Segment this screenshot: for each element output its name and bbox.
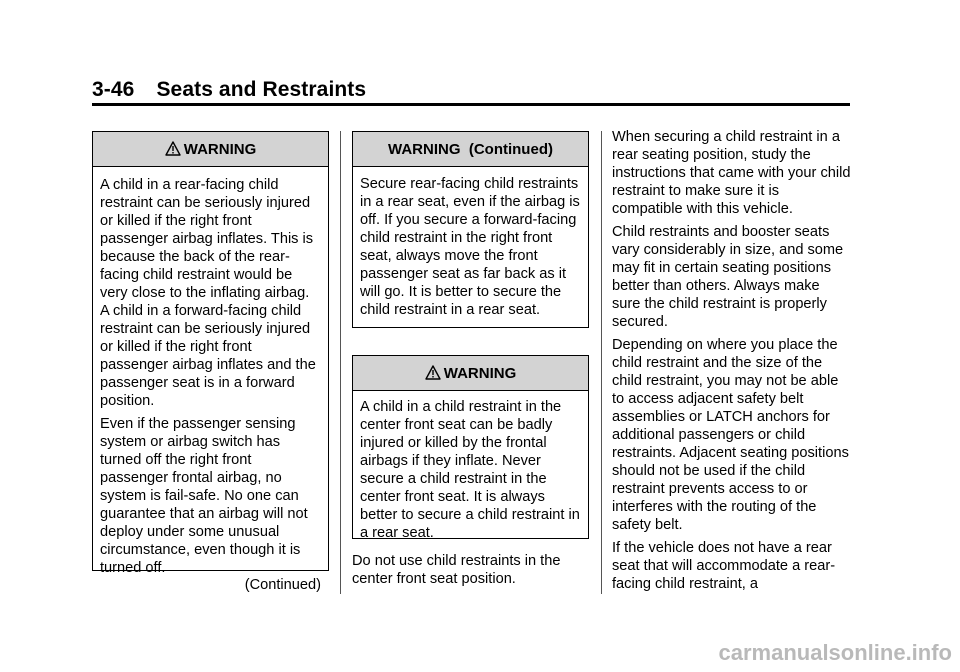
warning-triangle-icon: [165, 141, 181, 156]
right-paragraph-2: Child restraints and booster seats vary considerably in size, and some may fit in certain seating positions better than others. Always make sure the child restraint is properly secured.: [612, 224, 844, 330]
warning-box-2: [352, 131, 589, 328]
right-paragraph-1: When securing a child restraint in a rear seating position, study the instructions that came with your child restraint to make sure it is compatible with this vehicle.: [612, 129, 851, 217]
right-paragraph-4: If the vehicle does not have a rear seat that will accommodate a rear-facing child restraint, a: [612, 540, 836, 592]
warning-label: WARNING: [443, 364, 517, 382]
watermark: carmanualsonline.info: [718, 640, 952, 665]
column-divider-right: [601, 131, 602, 594]
warning-box-2-paragraph-1: Secure rear-facing child restraints in a rear seat, even if the airbag is off. If you secure a forward-facing child restraint in the right front seat, always move the front passenger seat as far back as it will go. It is better to secure the child restraint in a rear seat.: [360, 176, 580, 318]
page-number: 3-46: [92, 78, 135, 101]
warning-box-1-paragraph-1: A child in a rear-facing child restraint can be seriously injured or killed if the right front passenger airbag inflates. This is because the back of the rear-facing child restraint would be very close to the inflating airbag. A child in a forward-facing child restraint can be seriously injured or killed if the right front passenger airbag inflates and the passenger seat is in a forward position.: [100, 177, 316, 409]
middle-paragraph-1: Do not use child restraints in the center front seat position.: [352, 553, 561, 587]
page-header: [92, 78, 852, 102]
page-title: [92, 78, 852, 102]
continued-label: (Continued): [244, 577, 321, 593]
warning-triangle-icon: [425, 365, 441, 380]
warning-box-1-heading: [93, 132, 328, 167]
warning-box-3-heading: [353, 356, 588, 391]
warning-label: WARNING: [183, 140, 257, 158]
warning-box-3: [352, 355, 589, 539]
right-paragraph-3: Depending on where you place the child restraint and the size of the child restraint, you may not be able to access adjacent safety belt assemblies or LATCH anchors for additional passengers or child restraints. Adjacent seating positions should not be used if the child restraint prevents access to or interferes with the routing of the safety belt.: [612, 337, 849, 533]
section-title: Seats and Restraints: [156, 78, 367, 101]
warning-box-1: [92, 131, 329, 593]
warning-box-1-paragraph-2: Even if the passenger sensing system or airbag switch has turned off the right front passenger frontal airbag, no system is fail-safe. No one can guarantee that an airbag will not deploy under some unusual circumstance, even though it is turned off.: [100, 416, 308, 576]
column-divider-left: [340, 131, 341, 594]
warning-continued-label: WARNING (Continued): [388, 140, 553, 158]
warning-box-2-heading: [353, 132, 588, 167]
header-rule: [92, 103, 850, 106]
right-column-text: [612, 128, 852, 598]
middle-column-text: [352, 552, 592, 593]
warning-box-3-paragraph-1: A child in a child restraint in the center front seat can be badly injured or killed by the frontal airbags if they inflate. Never secure a child restraint in the center front seat. It is always better to secure a child restraint in a rear seat.: [360, 399, 580, 541]
